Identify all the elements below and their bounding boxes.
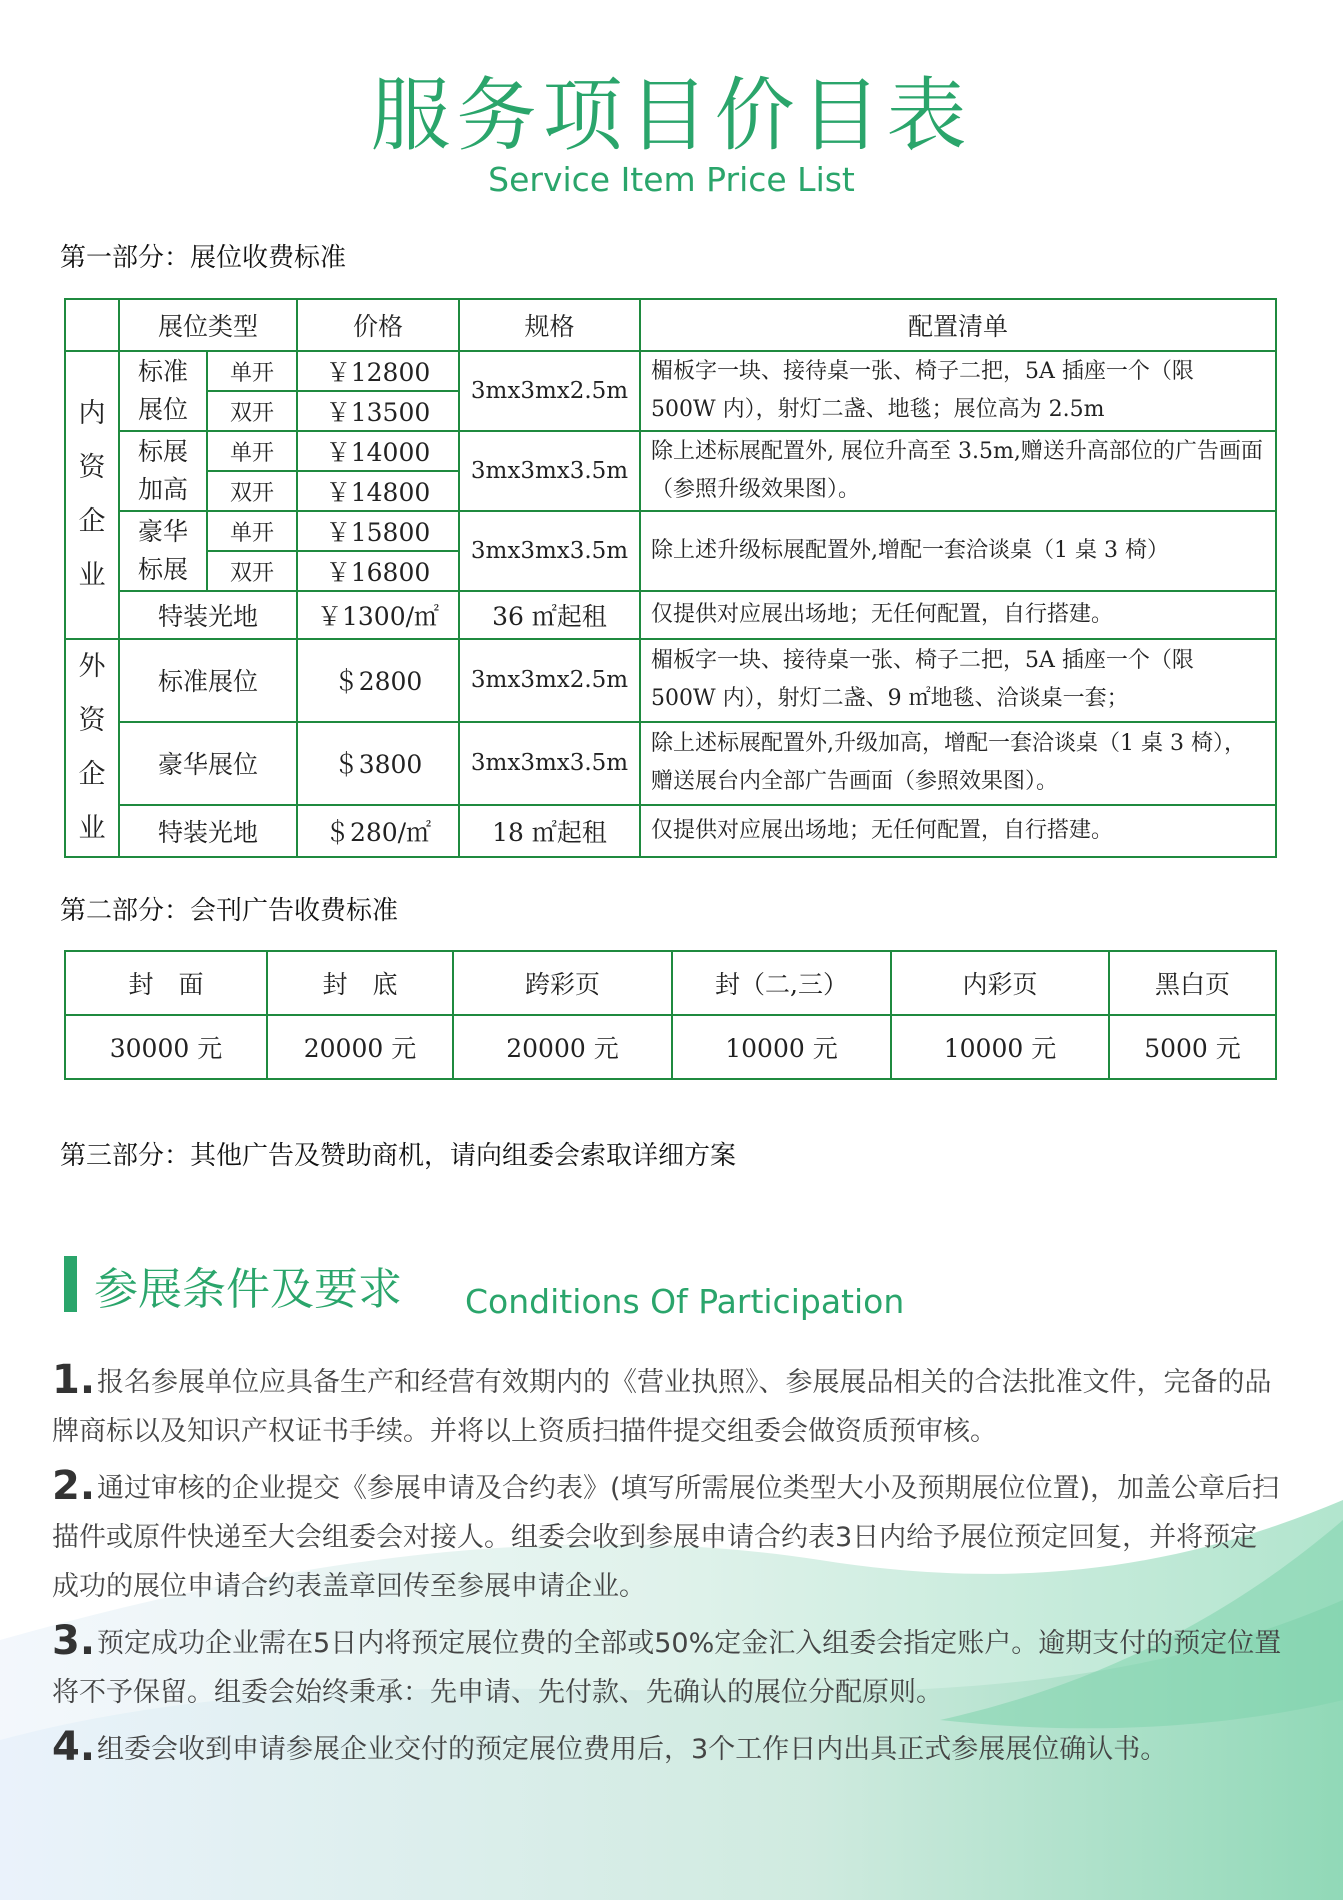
- booth-type-name: 特装光地: [119, 591, 297, 639]
- item-number: 2.: [52, 1463, 96, 1509]
- spec-cell: 3mx3mx2.5m: [459, 639, 640, 722]
- booth-price-table: [64, 298, 1277, 858]
- page-title: 服务项目价目表: [370, 69, 973, 162]
- ad-price-cell: 5000 元: [1109, 1015, 1276, 1079]
- ad-header-cell: 封 底: [267, 951, 453, 1015]
- price-cell: ￥13500: [297, 391, 459, 431]
- table-row: [65, 805, 1276, 857]
- config-cell: 除上述标展配置外, 展位升高至 3.5m,赠送升高部位的广告画面（参照升级效果图）。: [640, 431, 1276, 511]
- config-cell: 仅提供对应展出场地；无任何配置，自行搭建。: [640, 805, 1276, 857]
- spec-cell: 3mx3mx3.5m: [459, 722, 640, 805]
- spec-cell: 3mx3mx3.5m: [459, 431, 640, 511]
- spec-cell: 3mx3mx2.5m: [459, 351, 640, 431]
- item-text: 通过审核的企业提交《参展申请及合约表》(填写所需展位类型大小及预期展位位置)，加盖公章后扫描件或原件快递至大会组委会对接人。组委会收到参展申请合约表3日内给予展位预定回复，并将预定成功的展位申请合约表盖章回传至参展申请企业。: [52, 1473, 1280, 1602]
- config-cell: 仅提供对应展出场地；无任何配置，自行搭建。: [640, 591, 1276, 639]
- domestic-label: 内 资 企 业: [65, 351, 119, 639]
- part3-heading: 第三部分：其他广告及赞助商机，请向组委会索取详细方案: [60, 1141, 737, 1171]
- header-blank: [65, 299, 119, 351]
- config-cell: 楣板字一块、接待桌一张、椅子二把，5A 插座一个（限 500W 内），射灯二盏、9 ㎡地毯、洽谈桌一套；: [640, 639, 1276, 722]
- section-accent-bar: [64, 1256, 77, 1312]
- list-item: [52, 1356, 1282, 1456]
- spec-cell: 36 ㎡起租: [459, 591, 640, 639]
- list-item: [52, 1462, 1282, 1611]
- conditions-title-en: Conditions Of Participation: [465, 1282, 905, 1321]
- booth-type-name: 豪华 标展: [119, 511, 207, 591]
- price-cell: ￥14000: [297, 431, 459, 471]
- price-cell: ￥12800: [297, 351, 459, 391]
- header-config: 配置清单: [640, 299, 1276, 351]
- list-item: [52, 1723, 1282, 1774]
- item-text: 报名参展单位应具备生产和经营有效期内的《营业执照》、参展展品相关的合法批准文件，完备的品牌商标以及知识产权证书手续。并将以上资质扫描件提交组委会做资质预审核。: [52, 1367, 1272, 1447]
- single-open-label: 单开: [207, 431, 297, 471]
- booth-type-name: 豪华展位: [119, 722, 297, 805]
- header-type: 展位类型: [119, 299, 297, 351]
- item-number: 4.: [52, 1724, 96, 1770]
- config-cell: 楣板字一块、接待桌一张、椅子二把，5A 插座一个（限 500W 内），射灯二盏、地毯；展位高为 2.5m: [640, 351, 1276, 431]
- ad-price-cell: 20000 元: [453, 1015, 672, 1079]
- booth-type-name: 标准 展位: [119, 351, 207, 431]
- config-cell: 除上述升级标展配置外,增配一套洽谈桌（1 桌 3 椅）: [640, 511, 1276, 591]
- booth-type-name: 标展 加高: [119, 431, 207, 511]
- table-row: [65, 511, 1276, 551]
- item-number: 3.: [52, 1618, 96, 1664]
- table-row: [65, 722, 1276, 805]
- price-cell: ￥16800: [297, 551, 459, 591]
- price-cell: ￥1300/㎡: [297, 591, 459, 639]
- single-open-label: 单开: [207, 511, 297, 551]
- ad-price-cell: 30000 元: [65, 1015, 267, 1079]
- price-cell: ￥15800: [297, 511, 459, 551]
- spec-cell: 18 ㎡起租: [459, 805, 640, 857]
- price-cell: ＄3800: [297, 722, 459, 805]
- ad-price-cell: 20000 元: [267, 1015, 453, 1079]
- table-row: [65, 591, 1276, 639]
- price-cell: ＄2800: [297, 639, 459, 722]
- ad-header-cell: 内彩页: [891, 951, 1109, 1015]
- single-open-label: 单开: [207, 351, 297, 391]
- header-price: 价格: [297, 299, 459, 351]
- foreign-label: 外 资 企 业: [65, 639, 119, 857]
- booth-type-name: 标准展位: [119, 639, 297, 722]
- conditions-list: [52, 1356, 1282, 1780]
- page-subtitle: Service Item Price List: [488, 160, 855, 199]
- table-row: [65, 639, 1276, 722]
- ad-price-cell: 10000 元: [672, 1015, 891, 1079]
- double-open-label: 双开: [207, 551, 297, 591]
- ad-header-cell: 封（二,三）: [672, 951, 891, 1015]
- table-row: [65, 431, 1276, 471]
- ad-price-table: [64, 950, 1277, 1080]
- ad-header-row: [65, 951, 1276, 1015]
- ad-header-cell: 黑白页: [1109, 951, 1276, 1015]
- item-text: 组委会收到申请参展企业交付的预定展位费用后，3个工作日内出具正式参展展位确认书。: [97, 1734, 1168, 1765]
- part1-heading: 第一部分：展位收费标准: [60, 243, 347, 273]
- table-header-row: [65, 299, 1276, 351]
- spec-cell: 3mx3mx3.5m: [459, 511, 640, 591]
- item-number: 1.: [52, 1357, 96, 1403]
- ad-price-row: [65, 1015, 1276, 1079]
- list-item: [52, 1617, 1282, 1717]
- ad-header-cell: 封 面: [65, 951, 267, 1015]
- price-cell: ＄280/㎡: [297, 805, 459, 857]
- ad-price-cell: 10000 元: [891, 1015, 1109, 1079]
- price-cell: ￥14800: [297, 471, 459, 511]
- double-open-label: 双开: [207, 471, 297, 511]
- header-spec: 规格: [459, 299, 640, 351]
- item-text: 预定成功企业需在5日内将预定展位费的全部或50%定金汇入组委会指定账户。逾期支付的预定位置将不予保留。组委会始终秉承：先申请、先付款、先确认的展位分配原则。: [52, 1628, 1282, 1708]
- conditions-title: 参展条件及要求: [94, 1264, 402, 1315]
- ad-header-cell: 跨彩页: [453, 951, 672, 1015]
- booth-type-name: 特装光地: [119, 805, 297, 857]
- double-open-label: 双开: [207, 391, 297, 431]
- part2-heading: 第二部分：会刊广告收费标准: [60, 896, 399, 926]
- config-cell: 除上述标展配置外,升级加高，增配一套洽谈桌（1 桌 3 椅），赠送展台内全部广告画面（参照效果图）。: [640, 722, 1276, 805]
- table-row: [65, 351, 1276, 391]
